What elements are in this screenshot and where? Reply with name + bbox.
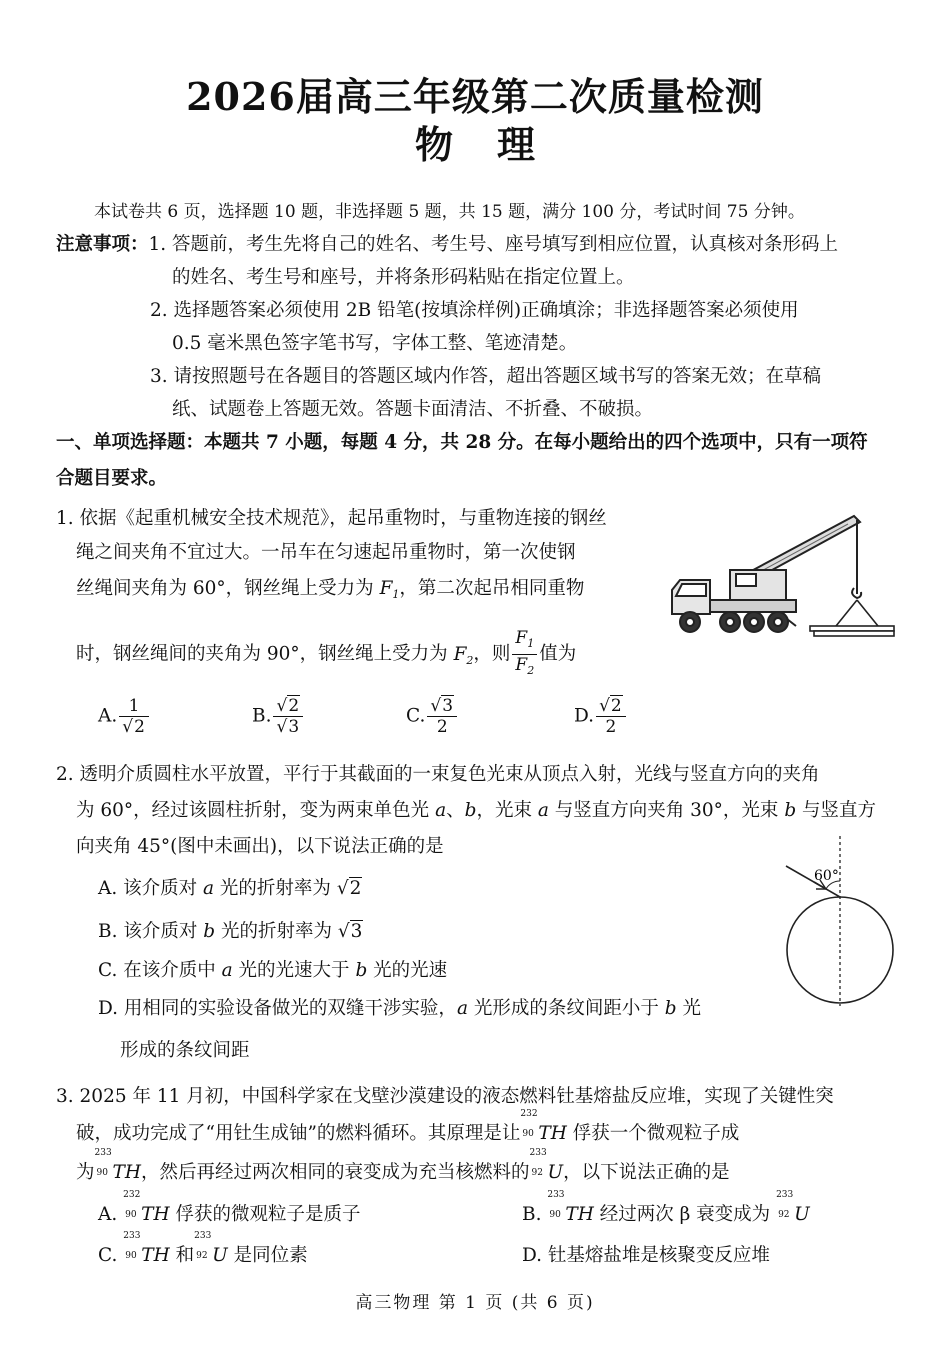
q2-option-d: D. 用相同的实验设备做光的双缝干涉实验，a 光形成的条纹间距小于 b 光 — [98, 998, 701, 1019]
notice-line-2: 的姓名、考生号和座号，并将条形码粘贴在指定位置上。 — [172, 267, 635, 288]
exam-intro: 本试卷共 6 页，选择题 10 题，非选择题 5 题，共 15 题，满分 100 分，考试时间 75 分钟。 — [94, 202, 805, 222]
subject-char-2: 理 — [497, 122, 536, 167]
subject-char-1: 物 — [414, 122, 453, 167]
q2-option-b: B. 该介质对 b 光的折射率为 √3 — [98, 921, 363, 942]
q1-line-1: 1. 依据《起重机械安全技术规范》，起吊重物时，与重物连接的钢丝 — [56, 508, 607, 529]
subject-title — [0, 114, 950, 169]
notice-line-3: 2. 选择题答案必须使用 2B 铅笔(按填涂样例)正确填涂；非选择题答案必须使用 — [150, 300, 799, 321]
q1-option-b: B. $\frac{√2}{√3}$ — [252, 696, 305, 737]
q1-line-4 — [76, 628, 576, 681]
q3-option-a: A. 232 90 TH 俘获的微观粒子是质子 — [98, 1190, 361, 1225]
q1-option-d: D. $\frac{√2}{2}$ — [574, 696, 628, 737]
crane-truck-figure — [666, 508, 898, 640]
notice-line-5: 3. 请按照题号在各题目的答题区域内作答，超出答题区域书写的答案无效；在草稿 — [150, 366, 822, 387]
q1-text-3a: 丝绳间夹角为 60°，钢丝绳上受力为 — [76, 578, 380, 599]
q2-line-2: 为 60°，经过该圆柱折射，变为两束单色光 a、b，光束 a 与竖直方向夹角 30°，光束 b 与竖直方 — [76, 800, 877, 821]
notice-line-6: 纸、试题卷上答题无效。答题卡面清洁、不折叠、不破损。 — [172, 399, 654, 420]
q2-option-d-cont: 形成的条纹间距 — [120, 1040, 250, 1061]
notice-line-1: 1. 答题前，考生先将自己的姓名、考生号、座号填写到相应位置，认真核对条形码上 — [148, 234, 839, 255]
angle-label: 60° — [814, 868, 839, 884]
q1-text-3b: ，第二次起吊相同重物 — [399, 578, 585, 599]
notice-label: 注意事项： — [56, 234, 149, 255]
q3-line-2: 破，成功完成了“用钍生成铀”的燃料循环。其原理是让 232 90 TH 俘获一个微观粒子成 — [76, 1109, 740, 1144]
q1-option-c: C. $\frac{√3}{2}$ — [406, 696, 459, 737]
q2-line-3: 向夹角 45°(图中未画出)，以下说法正确的是 — [76, 836, 444, 857]
exam-title: 2026届高三年级第二次质量检测 — [186, 74, 764, 119]
notice-block — [56, 228, 838, 261]
q1-line-2: 绳之间夹角不宜过大。一吊车在匀速起吊重物时，第一次使钢 — [76, 542, 576, 563]
section-heading: 一、单项选择题：本题共 7 小题，每题 4 分，共 28 分。在每小题给出的四个选项中，只有一项符 — [56, 432, 868, 453]
q2-option-c: C. 在该介质中 a 光的光速大于 b 光的光速 — [98, 960, 448, 981]
q1-text-4c: 值为 — [539, 643, 577, 665]
q1-option-a: A. $\frac{1}{√2}$ — [98, 696, 151, 737]
q3-option-c: C. 233 90 TH 和 233 92 U 是同位素 — [98, 1231, 308, 1266]
q1-ratio-fraction: $\frac{F_1}{F_2}$ — [512, 628, 537, 681]
q2-option-a: A. 该介质对 a 光的折射率为 √2 — [98, 878, 362, 899]
q1-f1: $F_1$ — [379, 578, 400, 601]
section-heading-cont: 合题目要求。 — [56, 468, 168, 489]
page-footer: 高三物理 第 1 页 (共 6 页) — [355, 1293, 595, 1313]
q3-option-b: B. 233 90 TH 经过两次 β 衰变成为 233 92 U — [522, 1190, 810, 1225]
q3-line-3: 为 233 90 TH，然后再经过两次相同的衰变成为充当核燃料的 233 92 U，以下说法正确的是 — [76, 1148, 730, 1183]
q3-option-d: D. 钍基熔盐堆是核聚变反应堆 — [522, 1245, 770, 1266]
q1-text-4b: ，则 — [473, 643, 511, 665]
q2-line-1: 2. 透明介质圆柱水平放置，平行于其截面的一束复色光束从顶点入射，光线与竖直方向的夹角 — [56, 764, 820, 785]
notice-line-4: 0.5 毫米黑色签字笔书写，字体工整、笔迹清楚。 — [172, 333, 578, 354]
cylinder-refraction-figure — [776, 836, 900, 1008]
q1-f2: $F_2$ — [453, 643, 474, 667]
q1-line-3 — [76, 572, 584, 611]
q1-text-4a: 时，钢丝绳间的夹角为 90°，钢丝绳上受力为 — [76, 643, 454, 665]
q3-line-1: 3. 2025 年 11 月初，中国科学家在戈壁沙漠建设的液态燃料钍基熔盐反应堆，实现了关键性突 — [56, 1086, 834, 1107]
